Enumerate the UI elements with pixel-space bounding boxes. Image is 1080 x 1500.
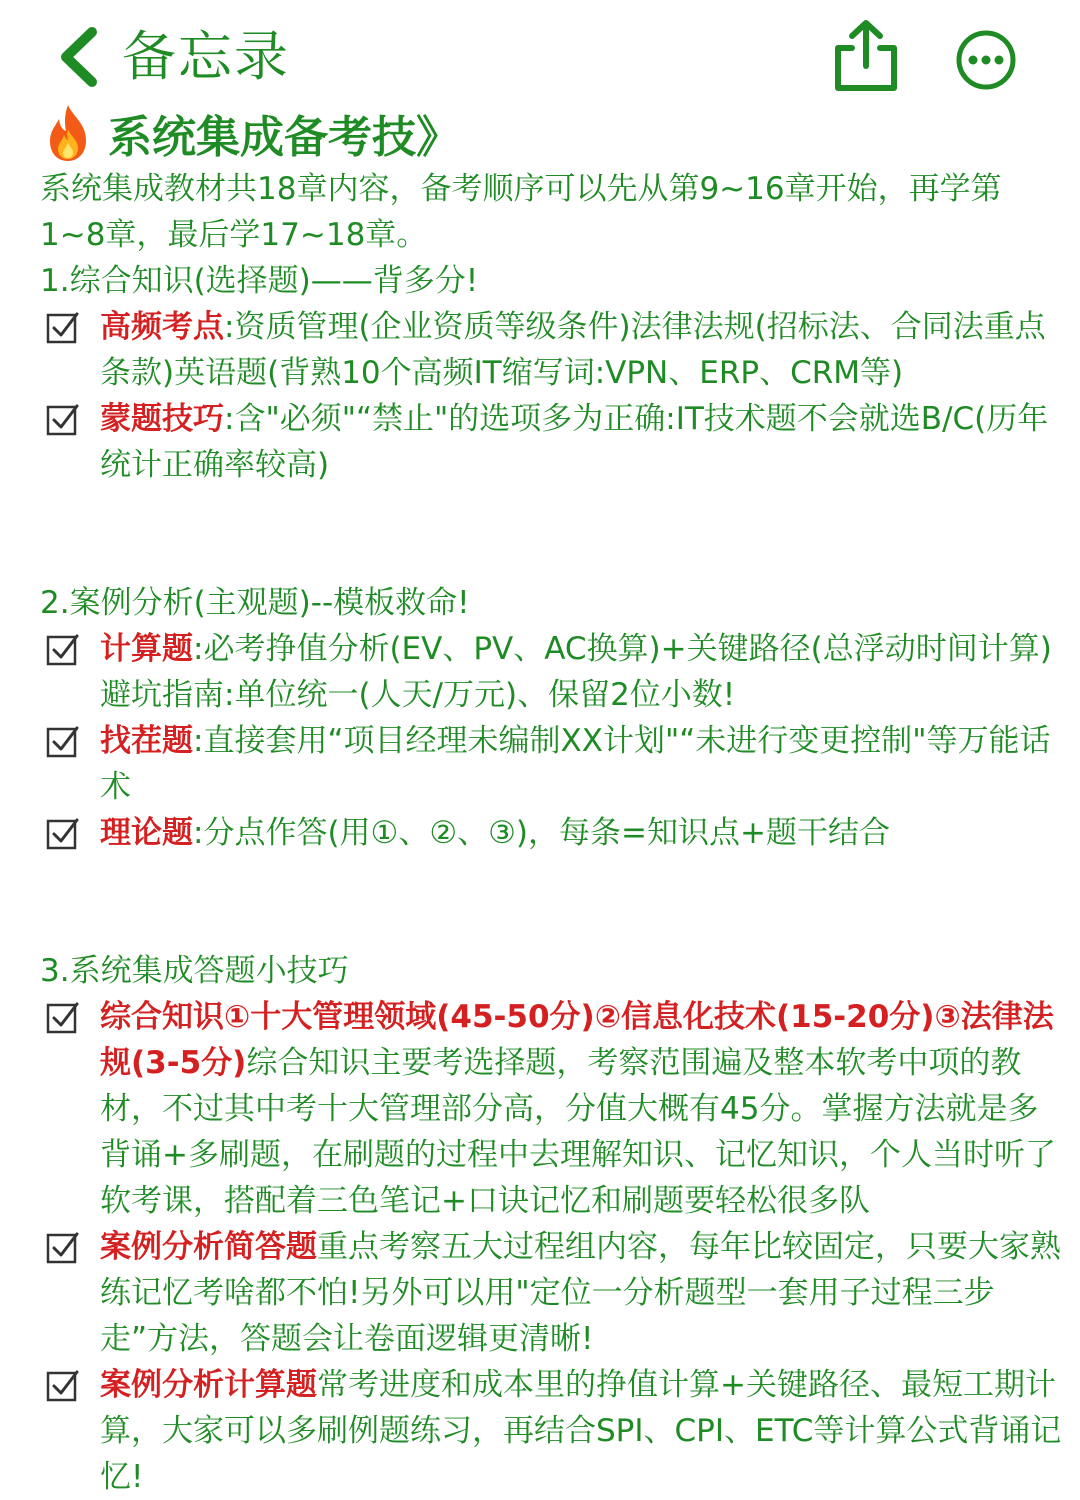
item-text: :资质管理(企业资质等级条件)法律法规(招标法、合同法重点条款)英语题(背熟10个高频IT缩写词:VPN、ERP、CRM等) [100,309,1046,391]
app-title: 备忘录 [122,25,290,88]
item-key: 综合知识①十大管理领域(45-50分)②信息化技术(15-20分)③法律法规(3-5分) [100,999,1054,1081]
note-title-text: 系统集成备考技》 [108,112,460,163]
item-key: 找茬题 [100,723,193,759]
note-title [40,100,460,166]
checkbox-icon [46,817,80,851]
item-text: :分点作答(用①、②、③)，每条=知识点+题干结合 [193,815,890,851]
item-text: :直接套用“项目经理未编制XX计划"“未进行变更控制"等万能话术 [100,723,1051,805]
checkbox-icon [46,633,80,667]
list-item [40,1362,1064,1500]
list-item [40,626,1064,718]
spacer [40,488,1064,580]
fire-icon [40,103,96,163]
item-key: 理论题 [100,815,193,851]
section-list-1 [40,304,1064,488]
item-key: 计算题 [100,631,193,667]
item-key: 案例分析简答题 [100,1229,317,1265]
section-list-3 [40,994,1064,1500]
checkbox-icon [46,725,80,759]
checkbox-icon [46,311,80,345]
checkbox-icon [46,1231,80,1265]
checkbox-icon [46,1369,80,1403]
chevron-left-icon [52,24,112,90]
section-heading-2: 2.案例分析(主观题)--模板救命! [40,585,470,621]
note-body [40,166,1064,1500]
share-button[interactable] [828,18,904,94]
section-heading-1: 1.综合知识(选择题)——背多分! [40,263,479,299]
list-item [40,304,1064,396]
more-button[interactable] [954,28,1018,92]
list-item [40,810,1064,856]
checkbox-icon [46,403,80,437]
more-icon [954,28,1018,92]
item-key: 案例分析计算题 [100,1367,317,1403]
back-button[interactable] [52,24,112,90]
section-heading-3: 3.系统集成答题小技巧 [40,953,349,989]
spacer [40,856,1064,948]
item-key: 蒙题技巧 [100,401,224,437]
intro-paragraph: 系统集成教材共18章内容，备考顺序可以先从第9~16章开始，再学第1~8章，最后学17~18章。 [40,171,1002,253]
item-text: :必考挣值分析(EV、PV、AC换算)+关键路径(总浮动时间计算)避坑指南:单位统一(人天/万元)、保留2位小数! [100,631,1052,713]
top-bar [0,0,1080,110]
section-list-2 [40,626,1064,856]
item-key: 高频考点 [100,309,224,345]
item-text: :含"必须"“禁止"的选项多为正确:IT技术题不会就选B/C(历年统计正确率较高) [100,401,1049,483]
item-text: 常考进度和成本里的挣值计算+关键路径、最短工期计算，大家可以多刷例题练习，再结合SPI、CPI、ETC等计算公式背诵记忆! [100,1367,1062,1495]
item-text: 重点考察五大过程组内容，每年比较固定，只要大家熟练记忆考啥都不怕!另外可以用"定位一分析题型一套用子过程三步走”方法，答题会让卷面逻辑更清晰! [100,1229,1061,1357]
list-item [40,1224,1064,1362]
list-item [40,396,1064,488]
list-item [40,718,1064,810]
share-icon [828,18,904,94]
checkbox-icon [46,1001,80,1035]
item-text: 综合知识主要考选择题，考察范围遍及整本软考中项的教材，不过其中考十大管理部分高，分值大概有45分。掌握方法就是多背诵+多刷题，在刷题的过程中去理解知识、记忆知识，个人当时听了软考课，搭配着三色笔记+口诀记忆和刷题要轻松很多队 [100,1045,1056,1219]
list-item [40,994,1064,1224]
